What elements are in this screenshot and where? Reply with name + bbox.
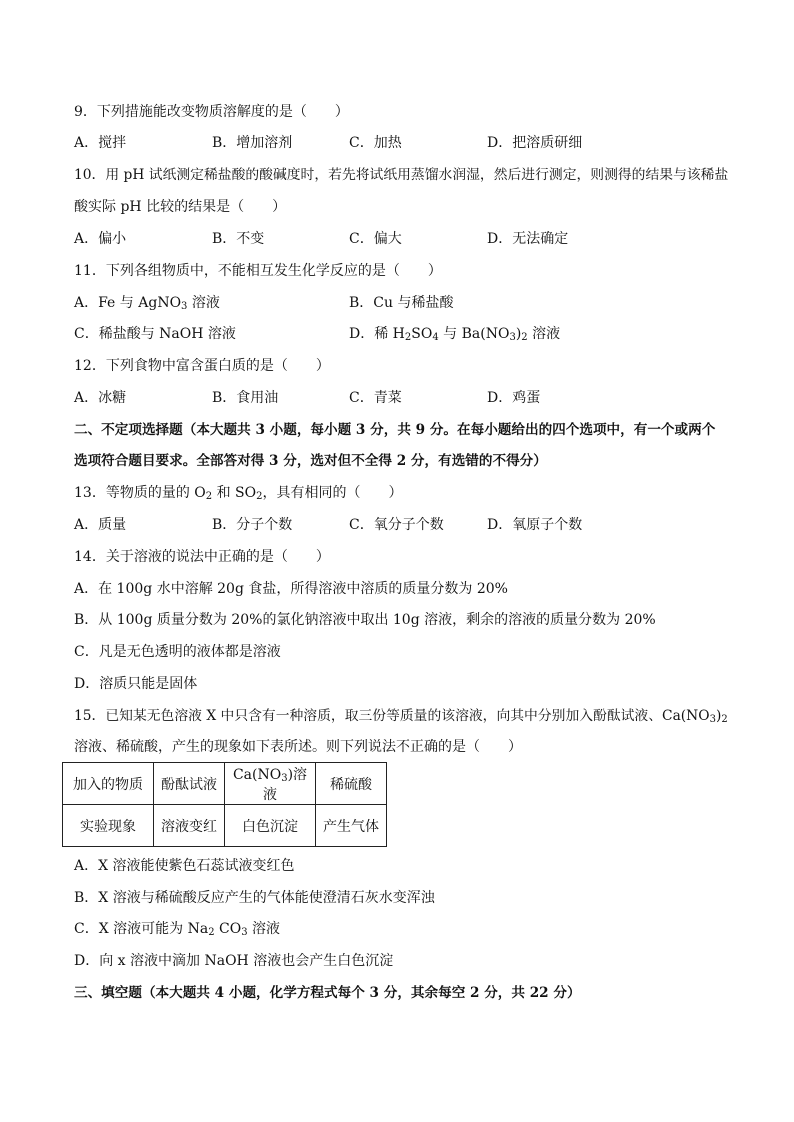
q9-stem: 9．下列措施能改变物质溶解度的是（ ） <box>74 104 349 120</box>
table-cell: 酚酞试液 <box>154 763 225 805</box>
q14-option-c: C．凡是无色透明的液体都是溶液 <box>74 644 281 660</box>
q10-stem-line1: 10．用 pH 试纸测定稀盐酸的酸碱度时，若先将试纸用蒸馏水润湿，然后进行测定，则测得的结果与该稀盐 <box>74 167 729 183</box>
section2-heading-line1: 二、不定项选择题（本大题共 3 小题，每小题 3 分，共 9 分。在每小题给出的四个选项中，有一个或两个 <box>74 422 716 438</box>
table-cell: 稀硫酸 <box>316 763 387 805</box>
q15-option-a: A．X 溶液能使紫色石蕊试液变红色 <box>74 858 295 874</box>
q13-option-c: C．氧分子个数 <box>349 517 444 533</box>
q14-option-d: D．溶质只能是固体 <box>74 676 198 692</box>
q9-option-b: B．增加溶剂 <box>212 135 293 151</box>
q11-option-d: D．稀 $H_2SO_4$ 与 $Ba(NO_3)_2$ 溶液 <box>349 326 561 343</box>
q12-option-d: D．鸡蛋 <box>487 390 541 406</box>
q14-option-a: A．在 100g 水中溶解 20g 食盐，所得溶液中溶质的质量分数为 20% <box>74 581 508 597</box>
q15-option-c: C．X 溶液可能为 $Na_2$ $CO_3$ 溶液 <box>74 921 281 938</box>
table-cell: 溶液变红 <box>154 805 225 847</box>
q9-option-d: D．把溶质研细 <box>487 135 583 151</box>
table-cell: $Ca(NO_3)$溶液 <box>225 763 316 805</box>
q11-option-b: B．Cu 与稀盐酸 <box>349 295 454 311</box>
q15-stem-line2: 溶液、稀硫酸，产生的现象如下表所述。则下列说法不正确的是（ ） <box>74 739 522 755</box>
q10-option-d: D．无法确定 <box>487 231 569 247</box>
q15-option-b: B．X 溶液与稀硫酸反应产生的气体能使澄清石灰水变浑浊 <box>74 890 435 906</box>
table-cell: 白色沉淀 <box>225 805 316 847</box>
q12-option-a: A．冰糖 <box>74 390 127 406</box>
q11-stem: 11．下列各组物质中，不能相互发生化学反应的是（ ） <box>74 263 442 279</box>
experiment-table <box>62 762 387 847</box>
q12-option-b: B．食用油 <box>212 390 279 406</box>
q13-stem: 13．等物质的量的 $O_2$ 和 $SO_2$，具有相同的（ ） <box>74 485 403 502</box>
q11-option-a: A．Fe 与 AgNO$_3$ 溶液 <box>74 295 220 312</box>
q9-option-c: C．加热 <box>349 135 402 151</box>
q13-option-a: A．质量 <box>74 517 127 533</box>
q10-option-b: B．不变 <box>212 231 265 247</box>
q9-option-a: A．搅拌 <box>74 135 127 151</box>
q10-option-a: A．偏小 <box>74 231 127 247</box>
table-cell: 加入的物质 <box>63 763 154 805</box>
q10-option-c: C．偏大 <box>349 231 402 247</box>
section3-heading: 三、填空题（本大题共 4 小题，化学方程式每个 3 分，其余每空 2 分，共 22 分） <box>74 985 581 1001</box>
q13-option-b: B．分子个数 <box>212 517 293 533</box>
q12-stem: 12．下列食物中富含蛋白质的是（ ） <box>74 358 330 374</box>
table-cell: 产生气体 <box>316 805 387 847</box>
table-header-row <box>63 763 387 805</box>
q13-option-d: D．氧原子个数 <box>487 517 583 533</box>
q12-option-c: C．青菜 <box>349 390 402 406</box>
section2-heading-line2: 选项符合题目要求。全部答对得 3 分，选对但不全得 2 分，有选错的不得分） <box>74 453 547 469</box>
q15-stem-line1: 15．已知某无色溶液 X 中只含有一种溶质，取三份等质量的该溶液，向其中分别加入酚酞试液、$Ca(NO_3)_2$ <box>74 708 728 725</box>
q11-option-c: C．稀盐酸与 NaOH 溶液 <box>74 326 236 342</box>
table-row <box>63 805 387 847</box>
q14-stem: 14．关于溶液的说法中正确的是（ ） <box>74 549 330 565</box>
table-cell: 实验现象 <box>63 805 154 847</box>
q14-option-b: B．从 100g 质量分数为 20%的氯化钠溶液中取出 10g 溶液，剩余的溶液的质量分数为 20% <box>74 612 656 628</box>
q15-option-d: D．向 x 溶液中滴加 NaOH 溶液也会产生白色沉淀 <box>74 953 394 969</box>
q10-stem-line2: 酸实际 pH 比较的结果是（ ） <box>74 199 287 215</box>
